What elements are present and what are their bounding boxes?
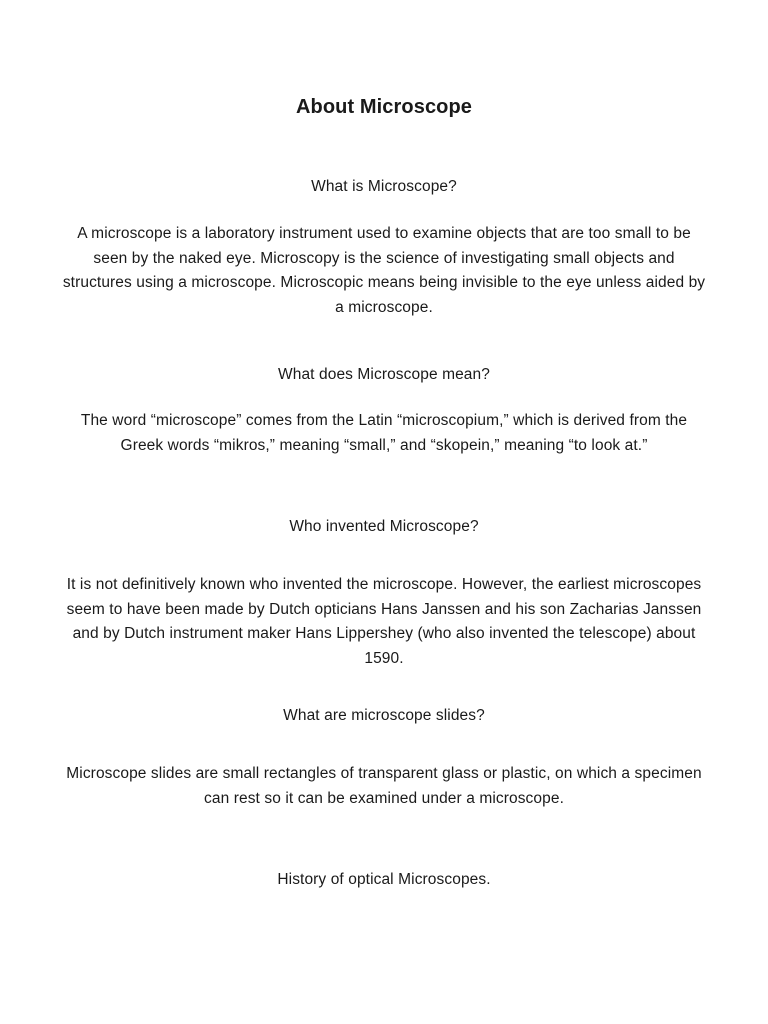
section-heading-inventor: Who invented Microscope? <box>289 518 479 535</box>
section-heading-what-is: What is Microscope? <box>311 178 457 195</box>
page-title: About Microscope <box>295 96 473 118</box>
section-body-meaning: The word “microscope” comes from the Latin “microscopium,” which is derived from the Greek words “mikros,” meaning “small,” and “skopein,” meaning “to look at.” <box>80 412 688 454</box>
section-heading-history: History of optical Microscopes. <box>277 871 491 888</box>
section-heading-slides: What are microscope slides? <box>283 707 485 724</box>
section-body-slides: Microscope slides are small rectangles of transparent glass or plastic, on which a specimen can rest so it can be examined under a microscope. <box>66 765 702 807</box>
section-body-inventor: It is not definitively known who invented the microscope. However, the earliest microscopes seem to have been made by Dutch opticians Hans Janssen and his son Zacharias Janssen and by Dutch instrument maker Hans Lippershey (who also invented the telescope) about 1590. <box>66 576 702 667</box>
section-body-what-is: A microscope is a laboratory instrument used to examine objects that are too small to be seen by the naked eye. Microscopy is the science of investigating small objects and structures using a microscope. Microscopic means being invisible to the eye unless aided by a microscope. <box>62 225 706 316</box>
section-heading-meaning: What does Microscope mean? <box>278 366 490 383</box>
